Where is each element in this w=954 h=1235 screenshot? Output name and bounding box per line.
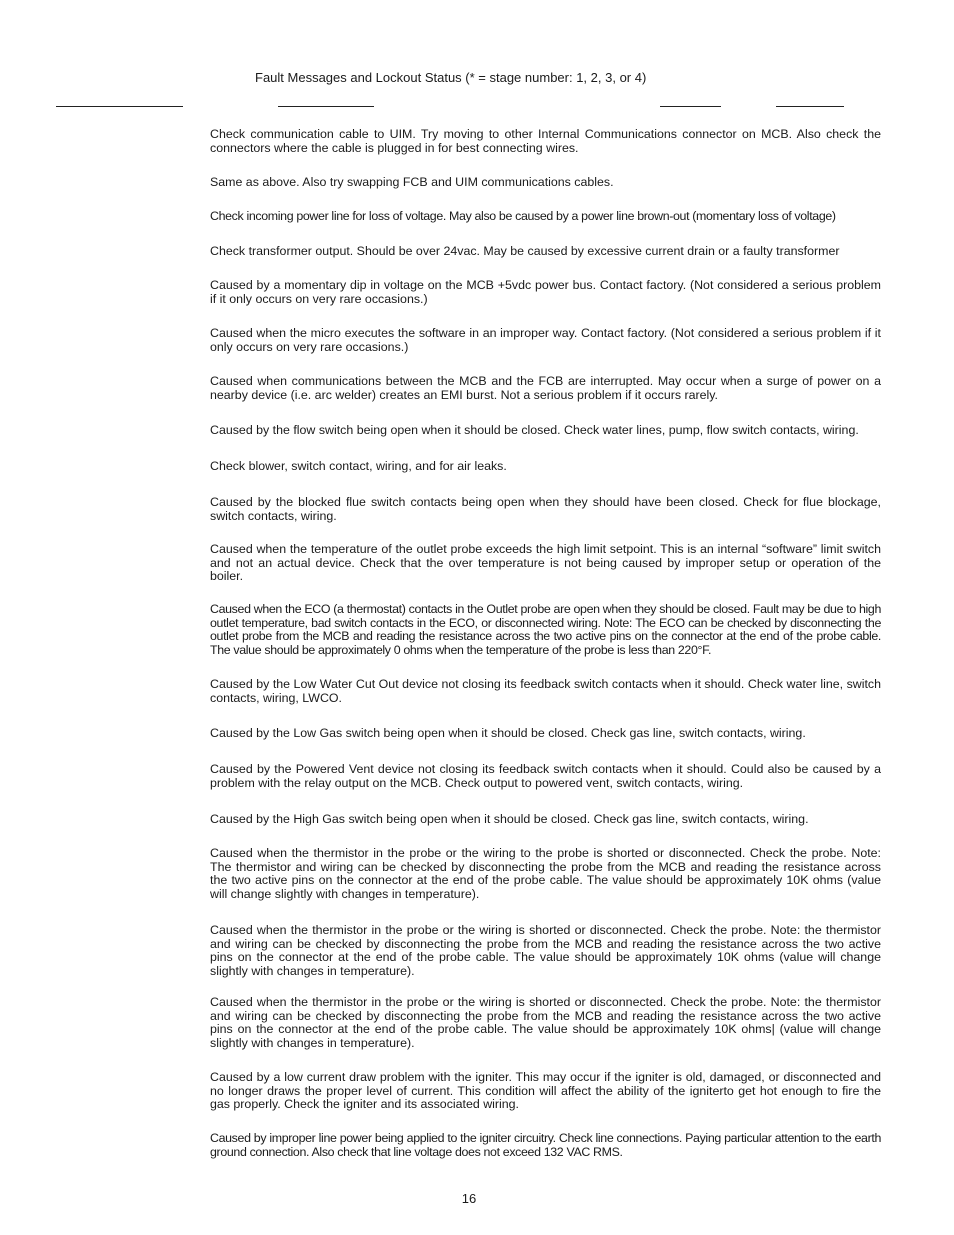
column-rule-1 (56, 106, 183, 107)
fault-description: Caused by the High Gas switch being open when it should be closed. Check gas line, switch contacts, wiring. (210, 812, 809, 826)
fault-description: Caused when the temperature of the outlet probe exceeds the high limit setpoint. This is an internal “software” limit switch and not an actual device. Check that the over temperature is not being caused by improper setup or operation of the boiler. (210, 542, 881, 583)
fault-description: Caused by the Low Gas switch being open when it should be closed. Check gas line, switch contacts, wiring. (210, 726, 806, 740)
fault-description: Caused by the blocked flue switch contacts being open when they should have been closed. Check for flue blockage, switch contacts, wiring. (210, 495, 881, 523)
column-rule-2 (278, 106, 374, 107)
column-rule-3 (660, 106, 721, 107)
column-rule-4 (776, 106, 844, 107)
fault-description: Check transformer output. Should be over 24vac. May be caused by excessive current drain or a faulty transformer (210, 244, 840, 258)
fault-description: Caused by the Powered Vent device not closing its feedback switch contacts when it should. Could also be caused by a problem with the relay output on the MCB. Check output to powered vent, switch contacts, wiring. (210, 762, 881, 790)
fault-description: Check communication cable to UIM. Try moving to other Internal Communications connector on MCB. Also check the connectors where the cable is plugged in for best connecting wires. (210, 127, 881, 155)
fault-description: Caused when the ECO (a thermostat) contacts in the Outlet probe are open when they should be closed. Fault may be due to high outlet temperature, bad switch contacts in the ECO, or disconnected wiring. Note: The ECO can be checked by disconnecting the outlet probe from the MCB and reading the resistance across the two active pins on the connector at the end of the probe cable. The value should be approximately 0 ohms when the temperature of the probe is less than 220°F. (210, 602, 881, 657)
fault-description: Caused by the flow switch being open when it should be closed. Check water lines, pump, flow switch contacts, wiring. (210, 423, 859, 437)
page-title: Fault Messages and Lockout Status (* = stage number: 1, 2, 3, or 4) (255, 70, 647, 85)
fault-description: Caused when the thermistor in the probe or the wiring to the probe is shorted or disconnected. Check the probe. Note: The thermistor and wiring can be checked by disconnecting the probe from the MCB and reading the resistance across the two active pins on the connector at the end of the probe cable. The value should be approximately 10K ohms (value will change slightly with changes in temperature). (210, 846, 881, 901)
fault-description: Caused when communications between the MCB and the FCB are interrupted. May occur when a surge of power on a nearby device (i.e. arc welder) creates an EMI burst. Not a serious problem if it occurs rarely. (210, 374, 881, 402)
page-number: 16 (461, 1191, 477, 1206)
fault-description: Caused when the micro executes the software in an improper way. Contact factory. (Not considered a serious problem if it only occurs on very rare occasions.) (210, 326, 881, 354)
fault-description: Caused by improper line power being applied to the igniter circuitry. Check line connections. Paying particular attention to the earth ground connection. Also check that line voltage does not exceed 132 VAC RMS. (210, 1131, 881, 1159)
fault-description: Caused by the Low Water Cut Out device not closing its feedback switch contacts when it should. Check water line, switch contacts, wiring, LWCO. (210, 677, 881, 705)
fault-description: Caused when the thermistor in the probe or the wiring is shorted or disconnected. Check the probe. Note: the thermistor and wiring can be checked by disconnecting the probe from the MCB and reading the resistance across the two active pins on the connector at the end of the probe cable. The value should be approximately 10K ohms (value will change slightly with changes in temperature). (210, 923, 881, 978)
fault-description: Check incoming power line for loss of voltage. May also be caused by a power line brown-out (momentary loss of voltage) (210, 209, 836, 223)
fault-description: Caused when the thermistor in the probe or the wiring is shorted or disconnected. Check the probe. Note: the thermistor and wiring can be checked by disconnecting the probe from the MCB and reading the resistance across the two active pins on the connector at the end of the probe cable. The value should be approximately 10K ohms| (value will change slightly with changes in temperature). (210, 995, 881, 1050)
fault-description: Check blower, switch contact, wiring, and for air leaks. (210, 459, 507, 473)
fault-description: Caused by a momentary dip in voltage on the MCB +5vdc power bus. Contact factory. (Not considered a serious problem if it only occurs on very rare occasions.) (210, 278, 881, 306)
fault-description: Same as above. Also try swapping FCB and UIM communications cables. (210, 175, 614, 189)
fault-description: Caused by a low current draw problem with the igniter. This may occur if the igniter is old, damaged, or disconnected and no longer draws the proper level of current. This condition will affect the ability of the igniterto get hot enough to fire the gas properly. Check the igniter and its associated wiring. (210, 1070, 881, 1111)
